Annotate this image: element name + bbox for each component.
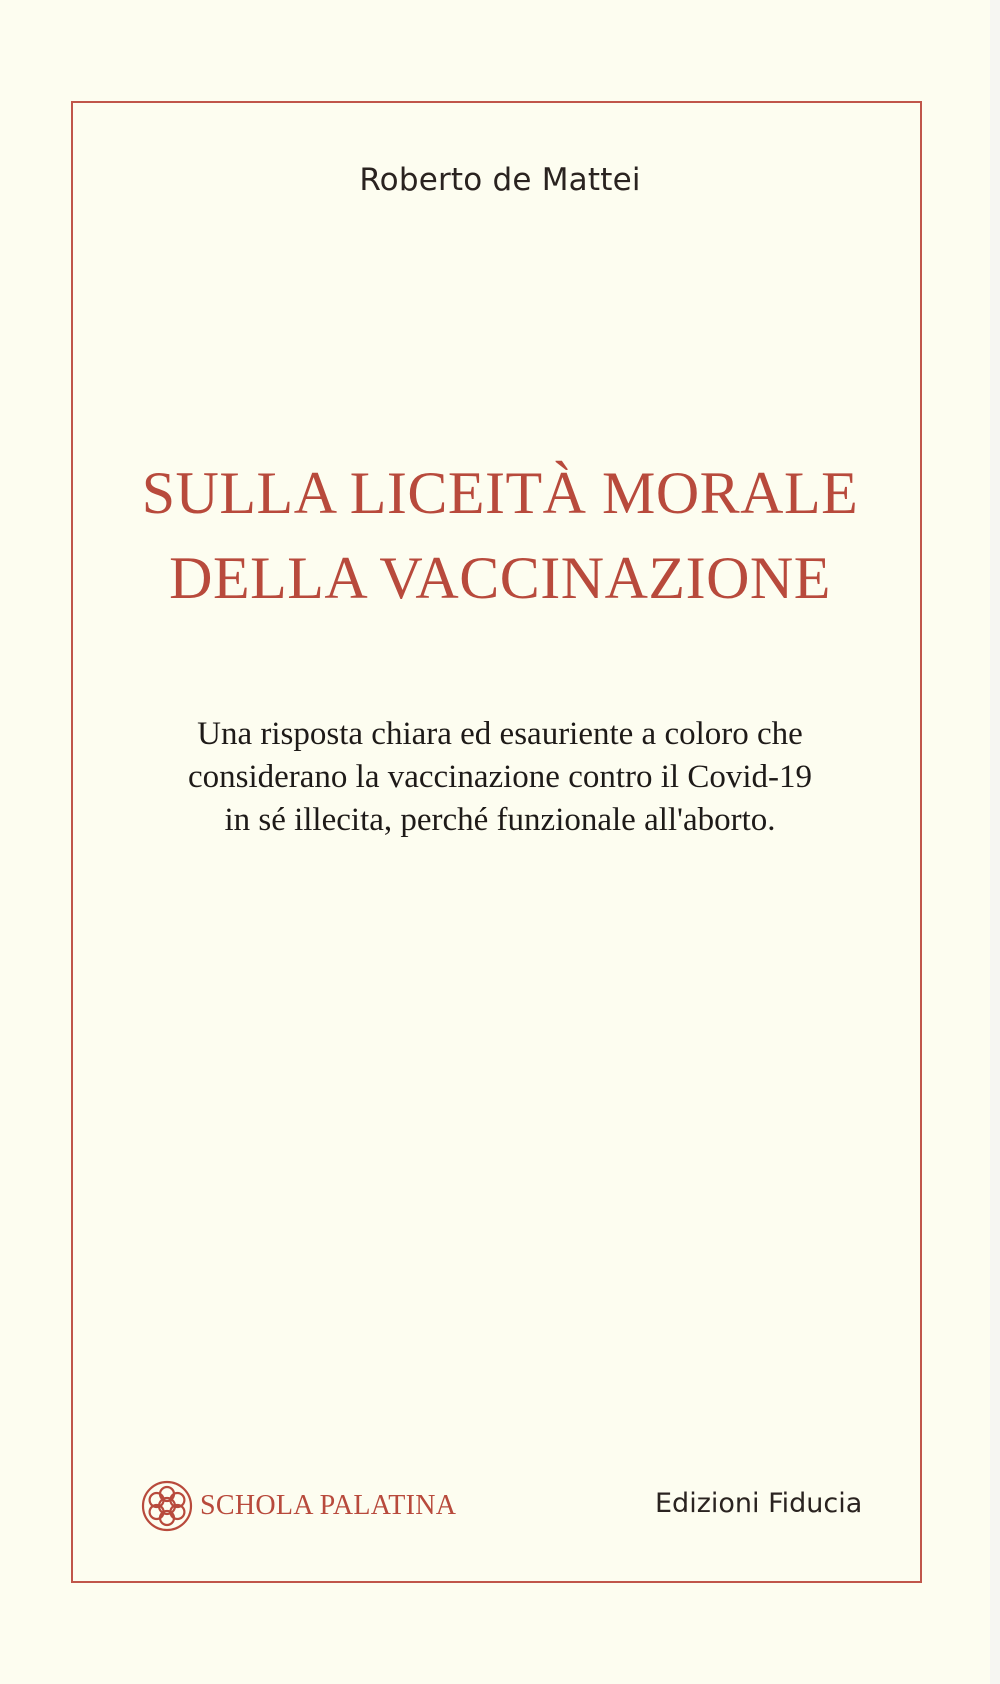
title-line-1: SULLA LICEITÀ MORALE	[141, 460, 859, 526]
page-edge	[990, 0, 1000, 1684]
subtitle-line-1: Una risposta chiara ed esauriente a coloro che	[197, 716, 803, 752]
publisher-edizioni-fiducia: Edizioni Fiducia	[655, 1488, 863, 1519]
subtitle-line-3: in sé illecita, perché funzionale all'aborto.	[224, 802, 776, 838]
cover-frame	[71, 101, 922, 1583]
title-line-2: DELLA VACCINAZIONE	[169, 545, 831, 611]
publisher-left-name: SCHOLA PALATINA	[200, 1490, 457, 1521]
publisher-schola-palatina	[140, 1478, 456, 1534]
rosette-logo-icon	[140, 1479, 194, 1533]
author-name: Roberto de Mattei	[359, 162, 641, 198]
subtitle-line-2: considerano la vaccinazione contro il Covid-19	[187, 759, 813, 795]
